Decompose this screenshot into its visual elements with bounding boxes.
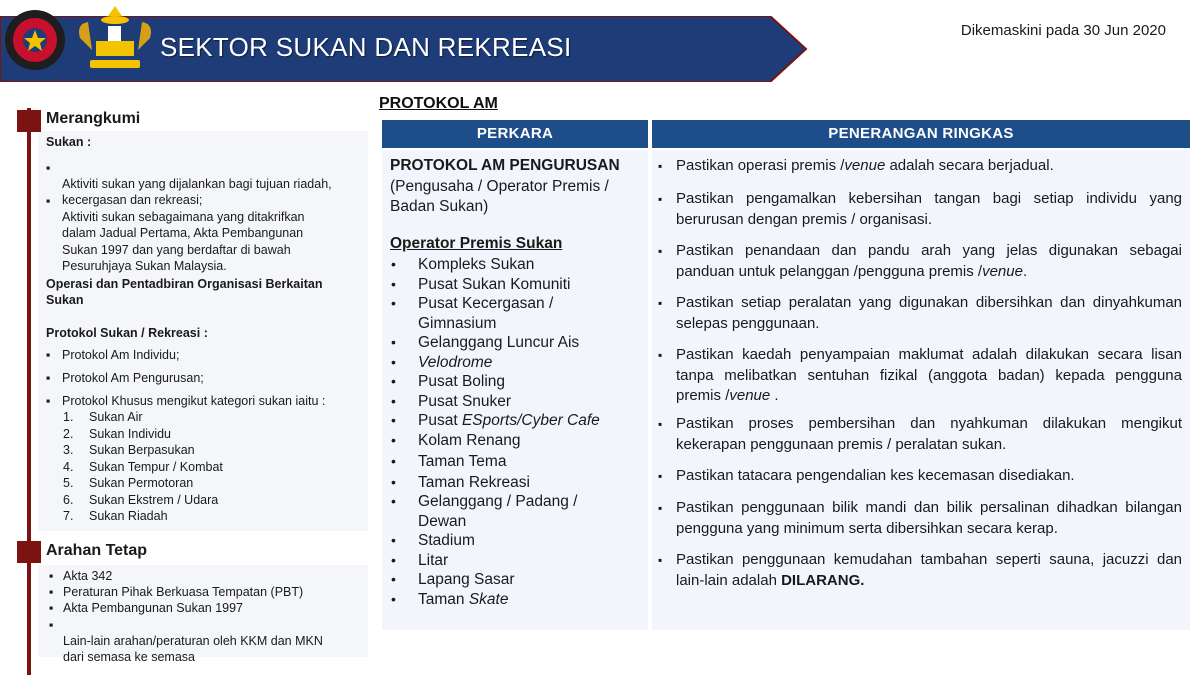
penerangan-item: Pastikan operasi premis /venue adalah secara berjadual. (676, 157, 1054, 174)
kategori-item: Sukan Berpasukan (89, 443, 195, 457)
bullet: • (391, 473, 396, 490)
list-item: ▪ Lain-lain arahan/peraturan oleh KKM dan MKN dari semasa ke semasa (49, 618, 323, 665)
kategori-number: 2. (63, 426, 74, 441)
venue-item: Pusat ESports/Cyber Cafe (418, 412, 600, 429)
list-item: ▪ Aktiviti sukan sebagaimana yang ditakrifkan dalam Jadual Pertama, Akta Pembangunan Sukan 1997 dan yang berdaftar di bawah Pesuruhjaya Sukan Malaysia. (46, 194, 305, 273)
bullet: • (391, 275, 396, 292)
penerangan-item: Pastikan penggunaan bilik mandi dan bilik persalinan dihadkan bilangan pengguna yang minimum serta dibersihkan secara kerap. (676, 499, 1182, 537)
venue-item: Litar (418, 551, 449, 569)
kategori-number: 3. (63, 443, 74, 457)
merangkumi-heading: Merangkumi (46, 110, 141, 127)
penerangan-item: Pastikan pengamalkan kebersihan tangan bagi setiap individu yang berurusan dengan premis / organisasi. (676, 190, 1182, 228)
kategori-item: Sukan Tempur / Kombat (89, 459, 223, 474)
kategori-number: 1. (63, 410, 74, 424)
penerangan-item: Pastikan kaedah penyampaian maklumat adalah dilakukan secara lisan tanpa melibatkan sentuhan fizikal (anggota badan) kepada pengguna premis /venue . (676, 346, 1182, 404)
venue-item: Pusat Snuker (418, 392, 512, 410)
operasi-label: Operasi dan Pentadbiran Organisasi Berkaitan Sukan (46, 277, 323, 308)
venue-item: Pusat Sukan Komuniti (418, 275, 571, 293)
bullet: • (391, 571, 396, 587)
updated-date: Dikemaskini pada 30 Jun 2020 (960, 22, 1166, 39)
bullet: • (391, 373, 396, 389)
bullet: ▪ (658, 348, 663, 362)
bullet: ▪ (658, 244, 663, 258)
page-title: SEKTOR SUKAN DAN REKREASI (160, 32, 572, 62)
venue-item: Taman Skate (418, 590, 509, 608)
operator-heading: Operator Premis Sukan (390, 235, 563, 252)
perkara-subtitle: (Pengusaha / Operator Premis / Badan Sukan) (390, 178, 609, 215)
bullet: ▪ (658, 192, 663, 206)
timeline-line (27, 108, 31, 675)
kategori-item: Sukan Riadah (89, 509, 168, 523)
venue-item: Kolam Renang (418, 432, 521, 449)
penerangan-item: Pastikan penandaan dan pandu arah yang jelas digunakan sebagai panduan untuk pelanggan /pengguna premis /venue. (676, 242, 1182, 280)
venue-item: Gelanggang / Padang / Dewan (418, 493, 578, 530)
list-item: ▪ Akta 342 (49, 569, 113, 583)
bullet: ▪ (658, 501, 663, 515)
list-item: ▪ Aktiviti sukan yang dijalankan bagi tujuan riadah, kecergasan dan rekreasi; (46, 161, 332, 208)
section-marker (17, 110, 41, 132)
nsc-logo (4, 0, 66, 78)
kategori-number: 4. (63, 459, 74, 474)
bullet: • (391, 590, 396, 607)
venue-item: Pusat Boling (418, 373, 506, 390)
bullet: • (391, 412, 396, 428)
column-header-perkara: PERKARA (382, 120, 648, 148)
bullet: • (391, 353, 396, 370)
bullet: • (391, 295, 396, 311)
perkara-title: PROTOKOL AM PENGURUSAN (390, 157, 620, 174)
bullet: • (391, 551, 396, 568)
malaysia-coat-of-arms-logo (72, 4, 158, 74)
list-item: ▪ Protokol Am Individu; (46, 348, 180, 362)
bullet: • (391, 453, 396, 469)
list-item: ▪ Akta Pembangunan Sukan 1997 (49, 601, 243, 615)
venue-item: Taman Rekreasi (418, 473, 530, 491)
kategori-item: Sukan Air (89, 410, 143, 424)
venue-item: Lapang Sasar (418, 571, 515, 588)
arahan-tetap-heading: Arahan Tetap (46, 542, 148, 559)
protokol-am-title: PROTOKOL AM (379, 95, 498, 112)
bullet: • (391, 532, 396, 548)
protokol-label: Protokol Sukan / Rekreasi : (46, 326, 208, 340)
kategori-number: 5. (63, 476, 74, 490)
kategori-number: 7. (63, 509, 74, 523)
kategori-item: Sukan Ekstrem / Udara (89, 492, 219, 507)
penerangan-item: Pastikan tatacara pengendalian kes kecemasan disediakan. (676, 467, 1075, 484)
section-marker (17, 541, 41, 563)
venue-item: Pusat Kecergasan / Gimnasium (418, 295, 554, 332)
bullet: • (391, 432, 396, 448)
bullet: • (391, 392, 396, 409)
venue-item: Kompleks Sukan (418, 256, 535, 273)
kategori-item: Sukan Permotoran (89, 476, 194, 490)
penerangan-item: Pastikan penggunaan kemudahan tambahan seperti sauna, jacuzzi dan lain-lain adalah DILARANG. (676, 551, 1182, 589)
column-header-penerangan: PENERANGAN RINGKAS (652, 120, 1190, 148)
bullet: ▪ (658, 159, 663, 173)
bullet: • (391, 256, 396, 272)
bullet: ▪ (658, 469, 663, 483)
bullet: ▪ (658, 296, 663, 310)
venue-item: Stadium (418, 532, 475, 549)
list-item: ▪ Protokol Khusus mengikut kategori sukan iaitu : (46, 394, 326, 408)
penerangan-item: Pastikan setiap peralatan yang digunakan dibersihkan dan dinyahkuman selepas penggunaan. (676, 294, 1182, 332)
kategori-number: 6. (63, 492, 74, 507)
list-item: ▪ Protokol Am Pengurusan; (46, 371, 204, 385)
sukan-label: Sukan : (46, 135, 92, 149)
bullet: • (391, 493, 396, 509)
venue-item: Gelanggang Luncur Ais (418, 334, 580, 351)
bullet: ▪ (658, 553, 663, 567)
bullet: ▪ (658, 417, 663, 431)
list-item: ▪ Peraturan Pihak Berkuasa Tempatan (PBT) (49, 585, 304, 599)
kategori-item: Sukan Individu (89, 426, 172, 441)
penerangan-item: Pastikan proses pembersihan dan nyahkuman dilakukan mengikut kekerapan penggunaan premis / peralatan sukan. (676, 415, 1182, 453)
venue-item: Velodrome (418, 353, 493, 371)
venue-item: Taman Tema (418, 453, 507, 470)
bullet: • (391, 334, 396, 350)
